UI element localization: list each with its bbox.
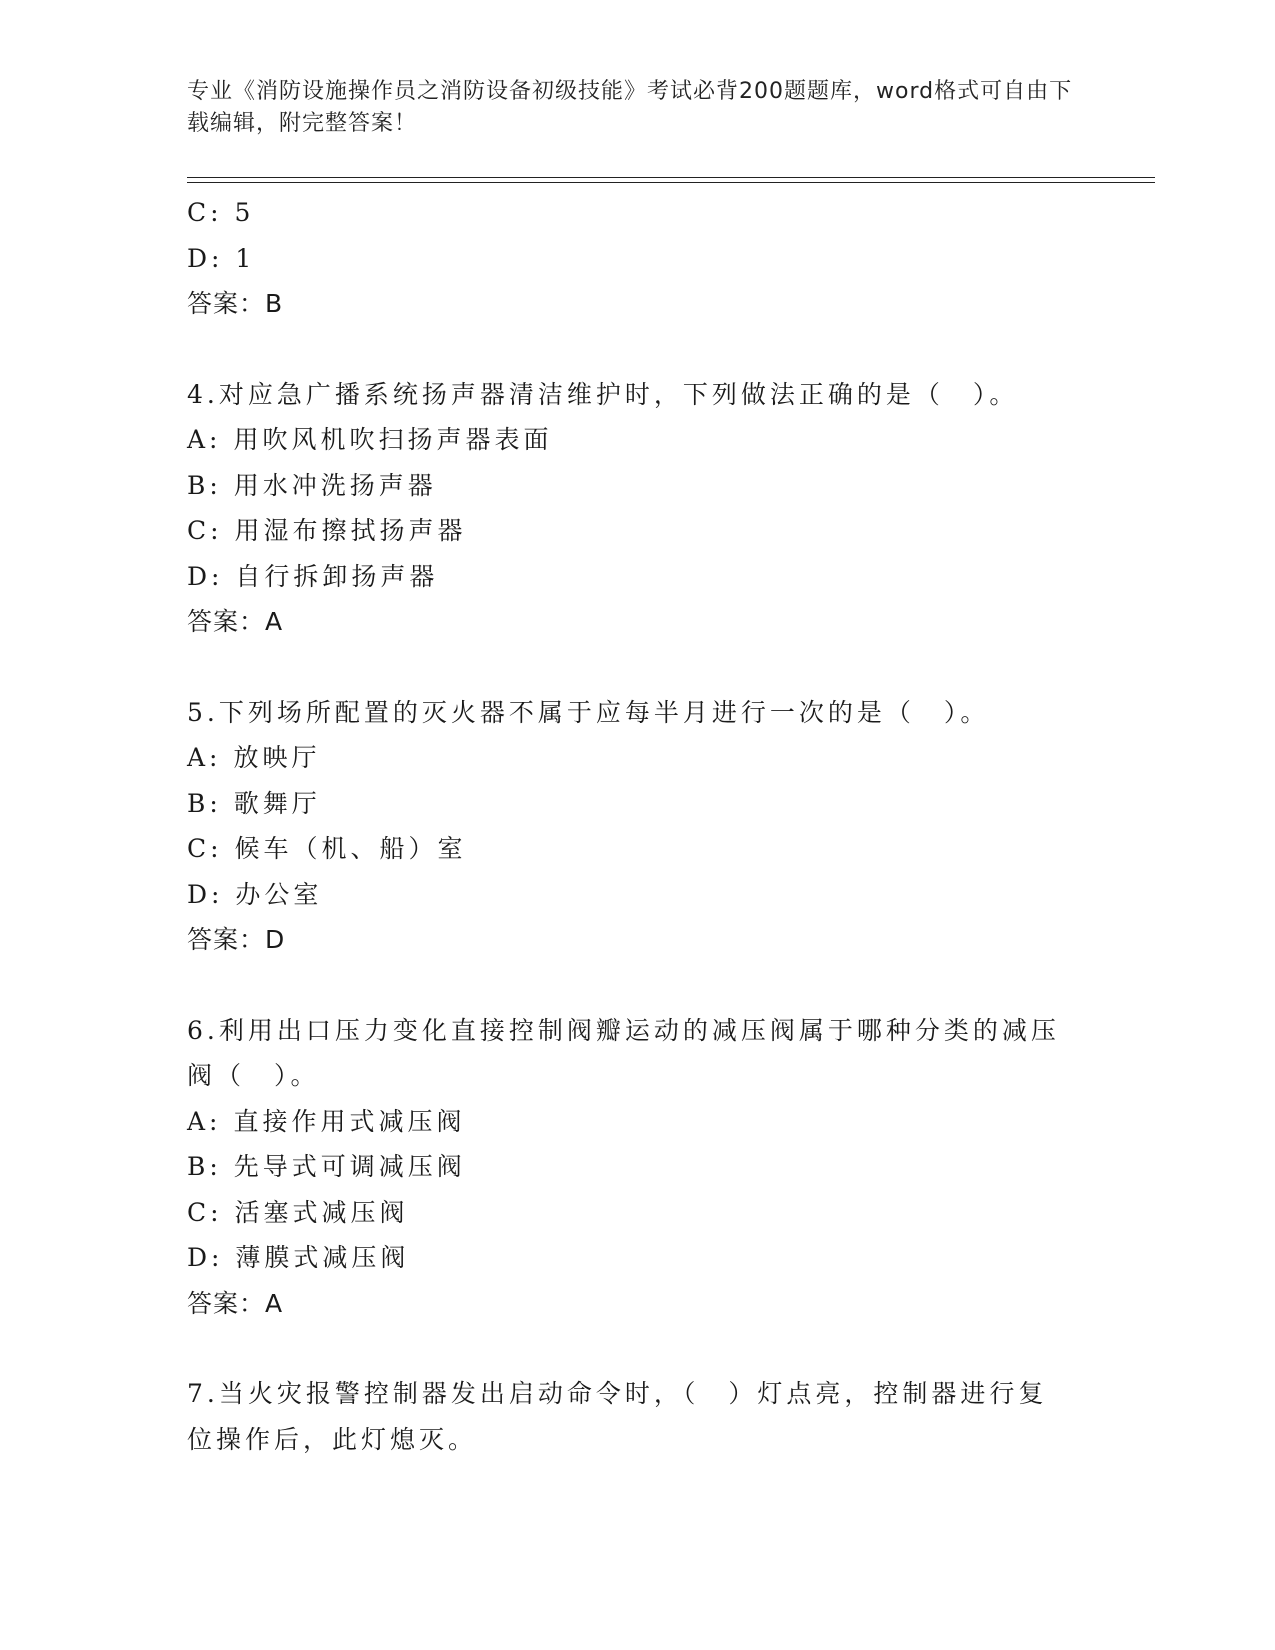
header-rule-bottom — [187, 182, 1155, 183]
question-stem: 6.利用出口压力变化直接控制阀瓣运动的减压阀属于哪种分类的减压阀（ ）。 — [187, 1015, 1060, 1090]
option-letter: D: — [187, 561, 224, 591]
option-letter: A: — [187, 743, 222, 772]
option-letter: D: — [187, 243, 224, 273]
question-stem: 5.下列场所配置的灭火器不属于应每半月进行一次的是（ ）。 — [187, 697, 990, 727]
option-letter: D: — [187, 879, 224, 909]
option-a — [187, 1099, 1067, 1145]
option-b — [187, 1144, 1067, 1190]
question-stem: 7.当火灾报警控制器发出启动命令时，（ ）灯点亮，控制器进行复位操作后，此灯熄灭。 — [187, 1379, 1048, 1454]
option-letter: B: — [187, 1152, 222, 1181]
question-content — [187, 190, 1067, 1462]
option-c — [187, 508, 1067, 554]
option-text: 自行拆卸扬声器 — [235, 561, 439, 591]
option-c — [187, 826, 1067, 872]
option-text: 1 — [235, 243, 256, 273]
option-text: 薄膜式减压阀 — [235, 1243, 410, 1272]
option-text: 歌舞厅 — [233, 788, 321, 818]
question-7 — [187, 1371, 1067, 1462]
answer-line: 答案：B — [187, 289, 284, 318]
option-text: 办公室 — [235, 879, 323, 909]
document-header: 专业《消防设施操作员之消防设备初级技能》考试必背200题题库，word格式可自由下载编辑，附完整答案！ — [187, 79, 1073, 136]
option-letter: B: — [187, 470, 222, 500]
option-d — [187, 236, 1067, 282]
answer-line: 答案：A — [187, 1288, 284, 1318]
option-letter: B: — [187, 788, 222, 818]
question-6 — [187, 1008, 1067, 1327]
option-text: 5 — [234, 198, 255, 227]
question-stem: 4.对应急广播系统扬声器清洁维护时，下列做法正确的是（ ）。 — [187, 379, 1019, 409]
option-text: 放映厅 — [233, 743, 321, 772]
option-letter: A: — [187, 425, 222, 454]
option-text: 先导式可调减压阀 — [233, 1152, 466, 1181]
option-a — [187, 417, 1067, 463]
option-text: 活塞式减压阀 — [234, 1197, 409, 1227]
option-text: 用水冲洗扬声器 — [233, 470, 437, 500]
option-text: 用湿布擦拭扬声器 — [234, 516, 467, 545]
option-d — [187, 1235, 1067, 1281]
question-5 — [187, 690, 1067, 963]
option-a — [187, 735, 1067, 781]
option-text: 直接作用式减压阀 — [233, 1106, 466, 1136]
option-letter: C: — [187, 1197, 223, 1227]
option-letter: C: — [187, 834, 223, 863]
partial-question — [187, 190, 1067, 327]
option-d — [187, 872, 1067, 918]
option-text: 候车（机、船）室 — [234, 834, 467, 863]
option-letter: D: — [187, 1243, 224, 1272]
answer-line: 答案：A — [187, 607, 284, 636]
option-letter: A: — [187, 1106, 222, 1136]
option-b — [187, 463, 1067, 509]
answer-line: 答案：D — [187, 925, 286, 954]
header-rule-top — [187, 177, 1155, 178]
option-c — [187, 1190, 1067, 1236]
option-c — [187, 190, 1067, 236]
option-d — [187, 554, 1067, 600]
option-letter: C: — [187, 198, 223, 227]
option-b — [187, 781, 1067, 827]
option-letter: C: — [187, 516, 223, 545]
question-4 — [187, 372, 1067, 645]
option-text: 用吹风机吹扫扬声器表面 — [233, 425, 553, 454]
